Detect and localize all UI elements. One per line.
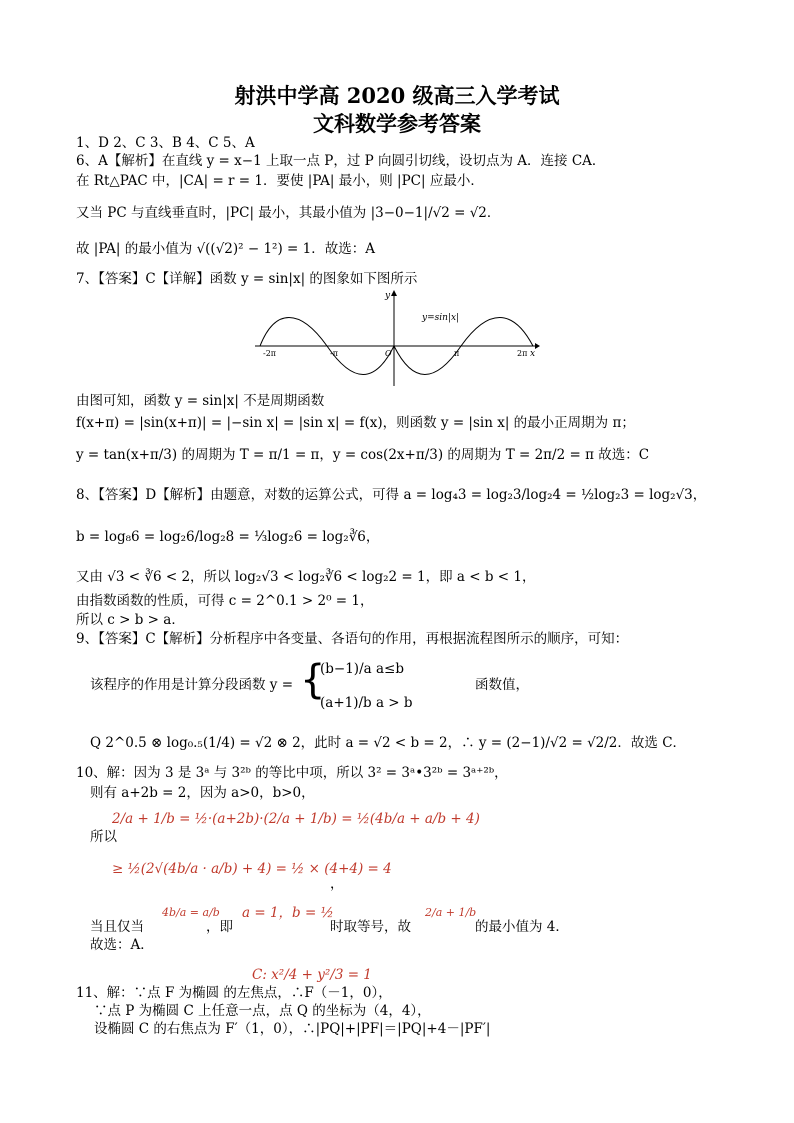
page-title: 射洪中学高 2020 级高三入学考试 bbox=[234, 83, 560, 108]
page-subtitle: 文科数学参考答案 bbox=[313, 111, 481, 136]
q10-line-6: 故选：A． bbox=[90, 937, 154, 953]
q10-line-5-prefix: 当且仅当 bbox=[90, 919, 144, 935]
answers-1-5: 1、D 2、C 3、B 4、C 5、A bbox=[76, 135, 255, 151]
q7-line-3: f(x+π) = |sin(x+π)| = |−sin x| = |sin x| = f(x)，则函数 y = |sin x| 的最小正周期为 π； bbox=[76, 415, 635, 431]
q10-expr-1: 2/a + 1/b = ½·(a+2b)·(2/a + 1/b) = ½(4b/a + a/b + 4) bbox=[112, 811, 480, 827]
q9-line-2-suffix: 函数值， bbox=[475, 677, 529, 693]
tick-2pi: 2π bbox=[517, 349, 528, 358]
q7-line-1: 7、【答案】C【详解】函数 y = sin|x| 的图象如下图所示 bbox=[76, 271, 418, 287]
tick-pi: π bbox=[454, 349, 460, 358]
q10-equality-values: a = 1，b = ½ bbox=[242, 905, 334, 921]
q10-line-5-suffix: 的最小值为 4． bbox=[475, 919, 569, 935]
q7-line-4: y = tan(x+π/3) 的周期为 T = π/1 = π，y = cos(2x+π/3) 的周期为 T = 2π/2 = π 故选：C bbox=[76, 447, 650, 463]
q9-line-1: 9、【答案】C【解析】分析程序中各变量、各语句的作用，再根据流程图所示的顺序，可知： bbox=[76, 631, 629, 647]
q6-line-1: 6、A【解析】在直线 y = x−1 上取一点 P，过 P 向圆引切线，设切点为 A．连接 CA． bbox=[76, 153, 606, 169]
q8-line-3: 又由 √3 < ∛6 < 2，所以 log₂√3 < log₂∛6 < log₂2 = 1，即 a < b < 1， bbox=[76, 569, 536, 585]
q10-comma: ， bbox=[330, 876, 344, 892]
q7-line-2: 由图可知，函数 y = sin|x| 不是周期函数 bbox=[76, 393, 325, 409]
q8-line-1: 8、【答案】D【解析】由题意，对数的运算公式，可得 a = log₄3 = log₂3/log₂4 = ½log₂3 = log₂√3， bbox=[76, 487, 707, 503]
tick-neg-pi: -π bbox=[330, 349, 338, 358]
q10-target-expr: 2/a + 1/b bbox=[425, 906, 477, 919]
q9-line-2-prefix: 该程序的作用是计算分段函数 y = bbox=[90, 677, 294, 693]
q11-line-1: 11、解：∵点 F 为椭圆 的左焦点，∴F（－1，0）， bbox=[76, 985, 392, 1001]
curve-label: y=sin|x| bbox=[422, 313, 460, 323]
q10-expr-2: ≥ ½(2√(4b/a · a/b) + 4) = ½ × (4+4) = 4 bbox=[112, 861, 392, 877]
sine-abs-graph bbox=[255, 288, 540, 388]
x-axis-arrow bbox=[535, 343, 540, 349]
q10-line-2: 则有 a+2b = 2，因为 a>0，b>0， bbox=[90, 785, 315, 801]
q11-ellipse-equation: C: x²/4 + y²/3 = 1 bbox=[252, 967, 372, 983]
q6-line-3: 又当 PC 与直线垂直时，|PC| 最小，其最小值为 |3−0−1|/√2 = √2． bbox=[76, 205, 501, 221]
tick-origin: O bbox=[385, 349, 392, 358]
q10-cond-expr: 4b/a = a/b bbox=[162, 906, 220, 919]
y-axis-arrow bbox=[391, 290, 397, 296]
tick-neg-2pi: -2π bbox=[263, 349, 277, 358]
q8-line-4: 由指数函数的性质，可得 c = 2^0.1 > 2⁰ = 1， bbox=[76, 593, 374, 609]
q6-line-2: 在 Rt△PAC 中，|CA| = r = 1．要使 |PA| 最小，则 |PC| 应最小． bbox=[76, 173, 484, 189]
x-axis-label: x bbox=[530, 349, 536, 359]
q10-line-5-mid: ，即 bbox=[206, 919, 233, 935]
q8-line-5: 所以 c > b > a． bbox=[76, 612, 185, 628]
q9-case-2: (a+1)/b a > b bbox=[320, 695, 413, 711]
q10-line-3-prefix: 所以 bbox=[90, 829, 117, 845]
q10-line-5-mid2: 时取等号，故 bbox=[330, 919, 411, 935]
q11-line-3: 设椭圆 C 的右焦点为 F′（1，0），∴|PQ|+|PF|＝|PQ|+4－|PF′| bbox=[94, 1021, 491, 1037]
q8-line-2: b = log₈6 = log₂6/log₂8 = ⅓log₂6 = log₂∛6， bbox=[76, 529, 380, 545]
q10-line-1: 10、解：因为 3 是 3ᵃ 与 3²ᵇ 的等比中项，所以 3² = 3ᵃ•3²ᵇ = 3ᵃ⁺²ᵇ， bbox=[76, 765, 508, 781]
piecewise-brace: { bbox=[300, 657, 326, 703]
q6-line-4: 故 |PA| 的最小值为 √((√2)² − 1²) = 1．故选：A bbox=[76, 241, 375, 257]
q11-line-2: ∵点 P 为椭圆 C 上任意一点，点 Q 的坐标为（4，4）， bbox=[94, 1003, 431, 1019]
y-axis-label: y bbox=[385, 291, 391, 301]
q9-case-1: (b−1)/a a≤b bbox=[320, 661, 404, 677]
q9-line-3: Q 2^0.5 ⊗ log₀.₅(1/4) = √2 ⊗ 2，此时 a = √2 < b = 2，∴ y = (2−1)/√2 = √2/2．故选 C． bbox=[90, 735, 687, 751]
